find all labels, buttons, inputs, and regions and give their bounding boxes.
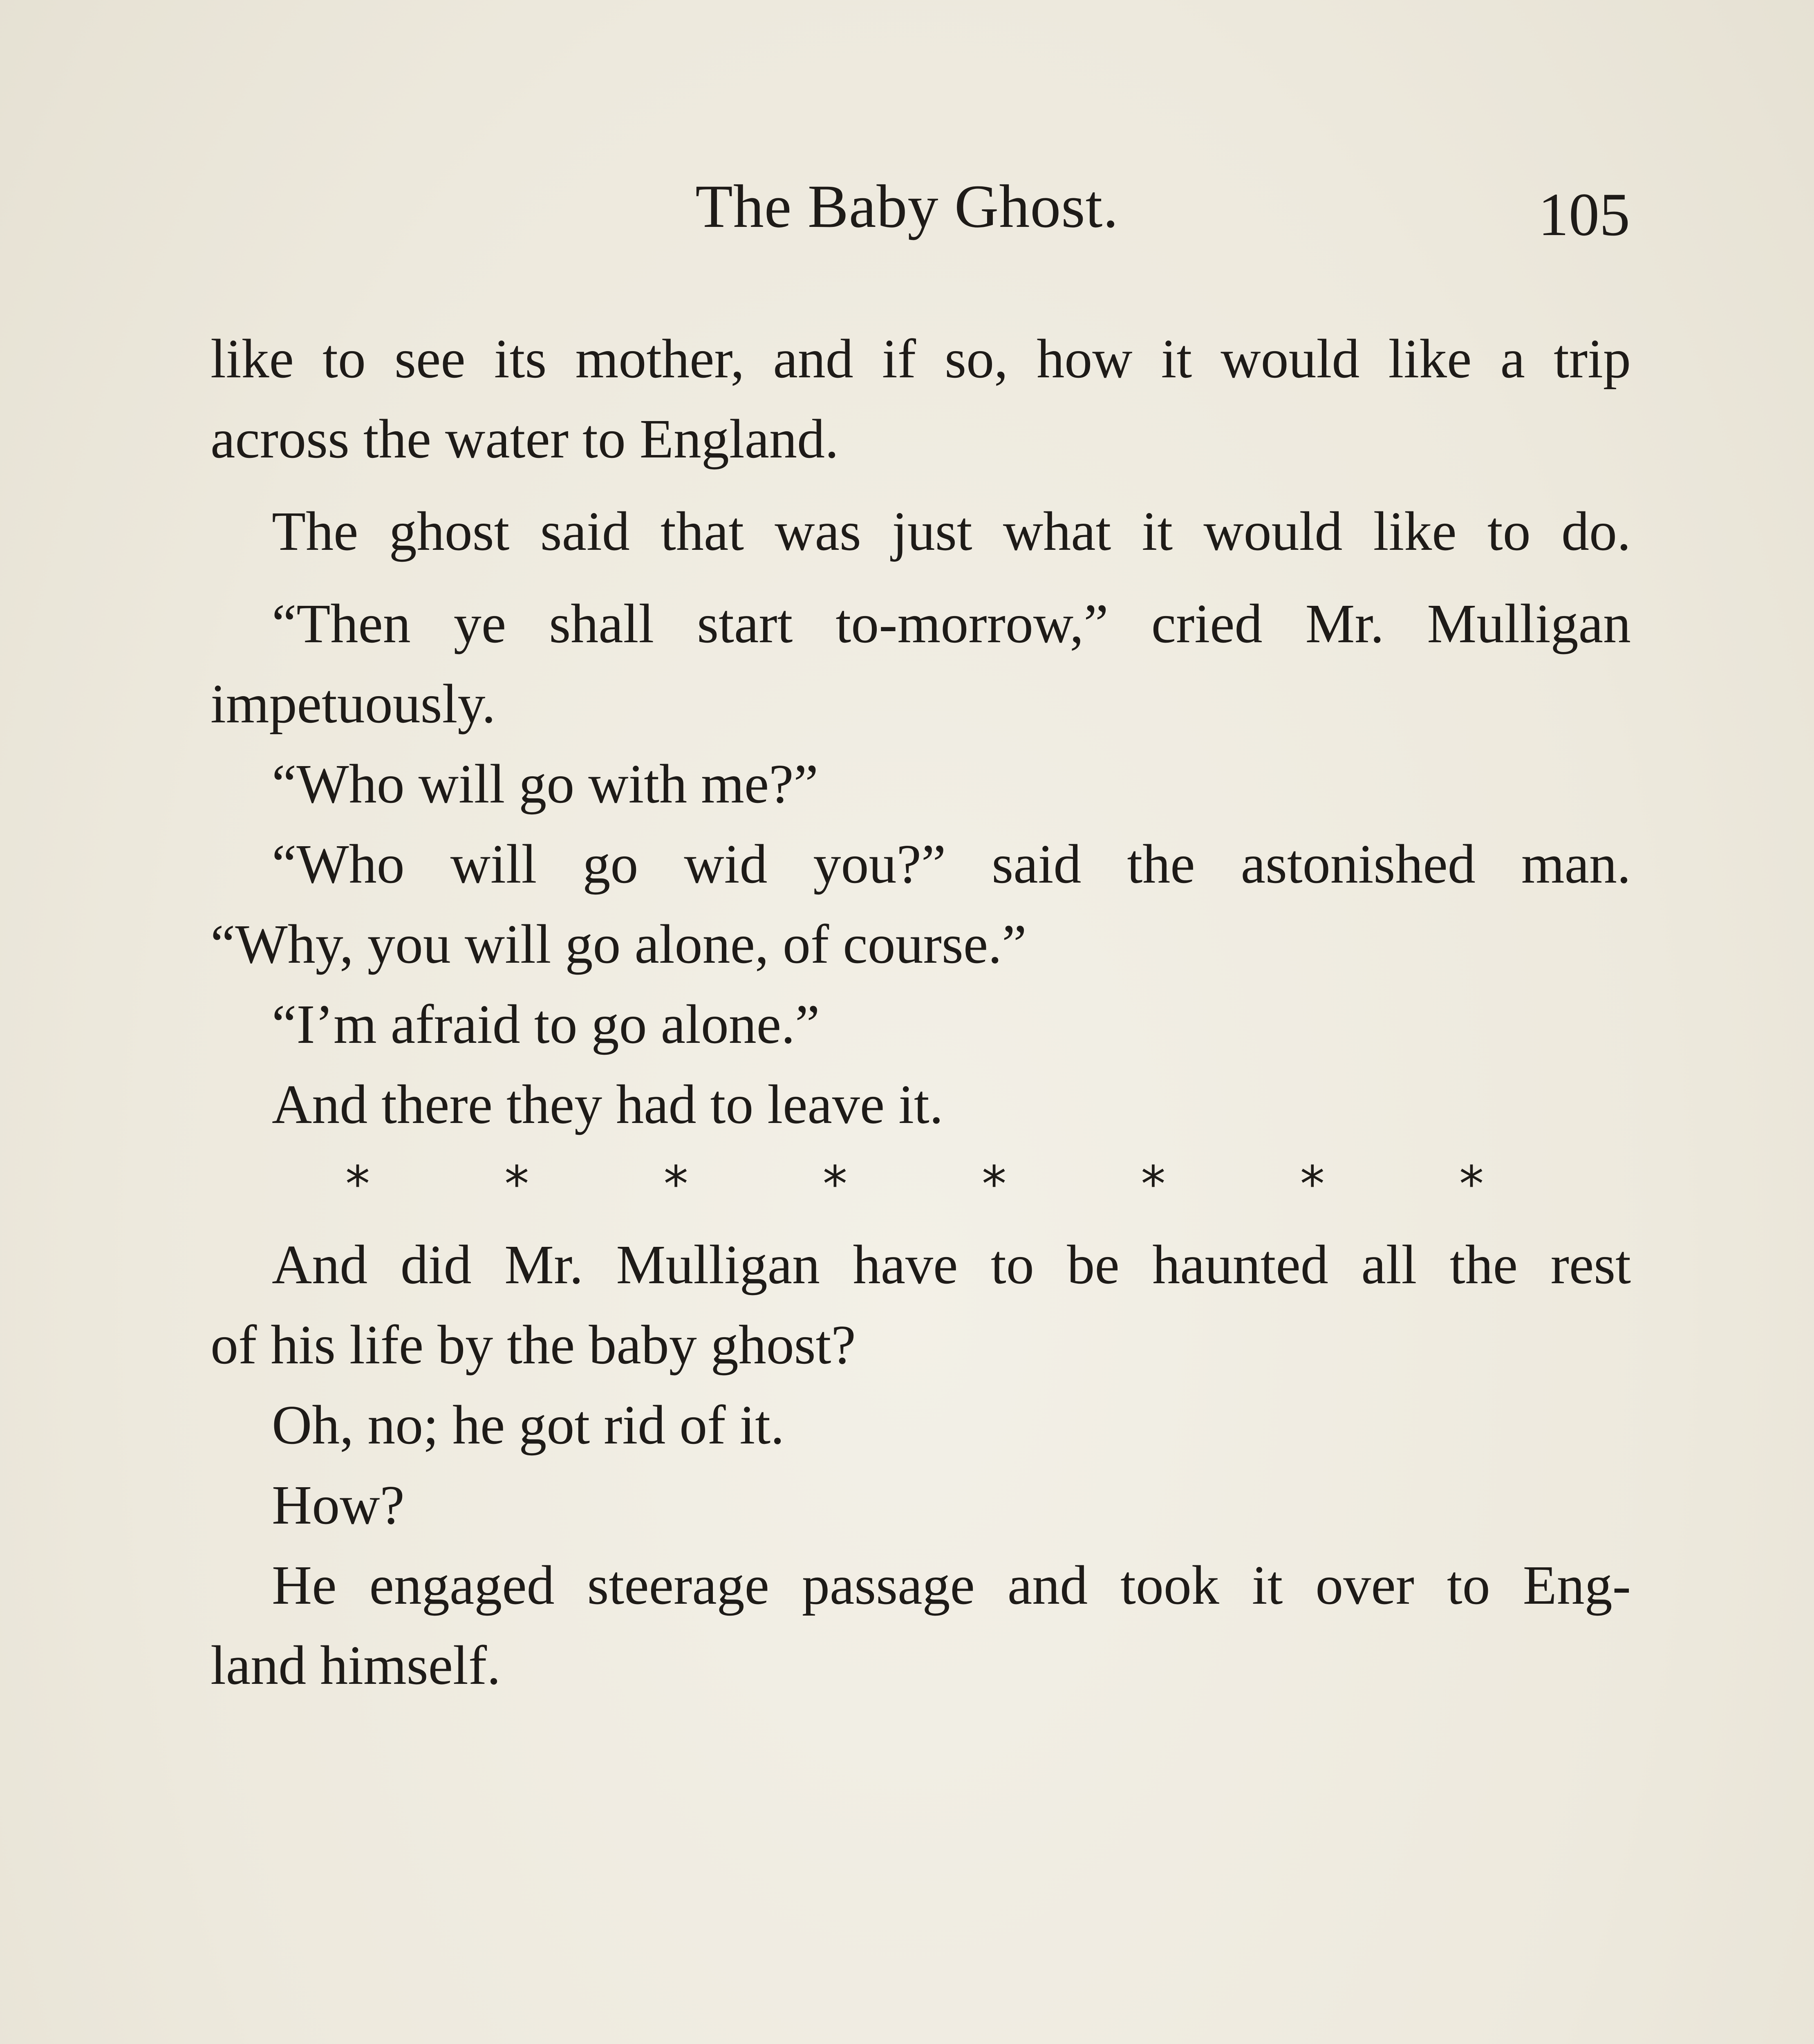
text-line: “Then ye shall start to-morrow,” cried Mr. Mulligan [272,593,1631,654]
text-line: He engaged steerage passage and took it over to Eng- [272,1555,1631,1616]
asterisk: * [345,1156,370,1213]
asterisk: * [504,1156,529,1213]
text-line: “Who will go with me?” [272,753,818,815]
text-line: “I’m afraid to go alone.” [272,994,820,1055]
running-title: The Baby Ghost. [695,173,1119,240]
body-text [211,319,1631,1706]
page-number: 105 [1538,181,1630,249]
asterisk: * [663,1156,688,1213]
text-line: And did Mr. Mulligan have to be haunted all the rest [272,1234,1631,1295]
text-line: And there they had to leave it. [272,1074,943,1135]
asterisk: * [1300,1156,1325,1213]
text-line: Oh, no; he got rid of it. [272,1394,785,1456]
text-line: like to see its mother, and if so, how it would like a trip [211,328,1631,390]
asterisk: * [1459,1156,1484,1213]
asterisk: * [822,1156,847,1213]
asterisk: * [1141,1156,1166,1213]
text-line: “Who will go wid you?” said the astonished man. [272,834,1631,895]
text-line: impetuously. [211,673,496,735]
text-line: The ghost said that was just what it would like to do. [272,501,1631,562]
asterisk: * [982,1156,1007,1213]
text-line: How? [272,1475,405,1536]
text-line: “Why, you will go alone, of course.” [211,914,1027,975]
text-line: land himself. [211,1635,501,1696]
text-line: of his life by the baby ghost? [211,1314,856,1376]
text-line: across the water to England. [211,408,839,470]
section-break [211,1145,1631,1225]
